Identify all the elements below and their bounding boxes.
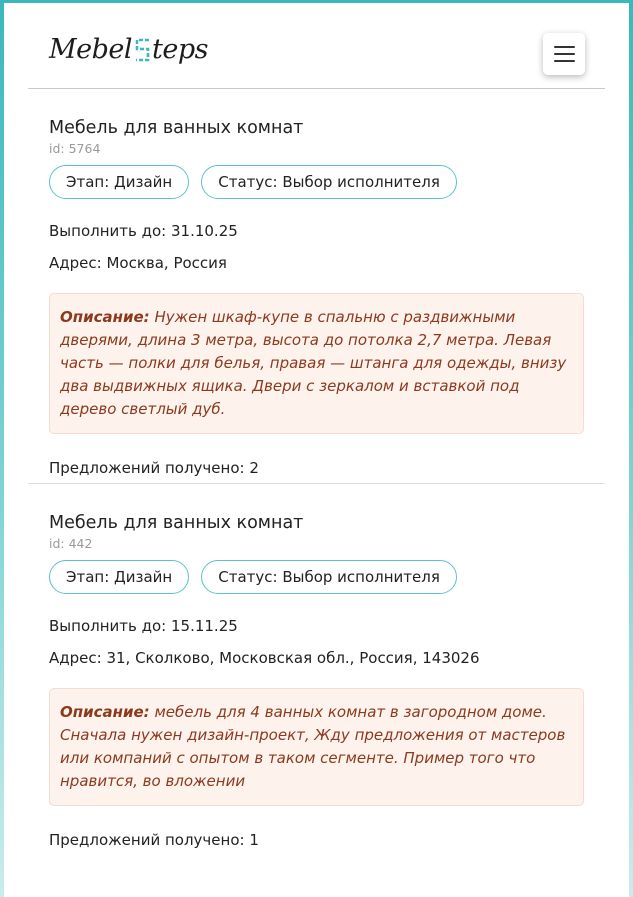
deadline: Выполнить до: 31.10.25: [49, 222, 238, 240]
status-badge: Статус: Выбор исполнителя: [201, 560, 457, 594]
header: [28, 3, 605, 89]
logo-text-left: Mebel: [49, 34, 133, 65]
description-box: [49, 293, 584, 434]
description-label: Описание:: [60, 308, 150, 326]
order-id: id: 442: [49, 536, 93, 551]
logo[interactable]: [49, 36, 208, 63]
logo-s-icon: [134, 38, 151, 62]
order-id: id: 5764: [49, 141, 101, 156]
order-title[interactable]: Мебель для ванных комнат: [49, 118, 304, 138]
address: Адрес: 31, Сколково, Московская обл., Россия, 143026: [49, 649, 480, 667]
offers-count: Предложений получено: 1: [49, 831, 259, 849]
description-label: Описание:: [60, 703, 150, 721]
hamburger-icon-line: [554, 60, 575, 62]
order-card[interactable]: [49, 116, 584, 478]
deadline: Выполнить до: 15.11.25: [49, 617, 238, 635]
order-title[interactable]: Мебель для ванных комнат: [49, 513, 304, 533]
order-card[interactable]: [49, 511, 584, 850]
stage-badge: Этап: Дизайн: [49, 165, 189, 199]
stage-badge: Этап: Дизайн: [49, 560, 189, 594]
menu-button[interactable]: [543, 33, 585, 75]
address: Адрес: Москва, Россия: [49, 254, 227, 272]
page-frame: [4, 3, 629, 897]
description-text: Нужен шкаф-купе в спальню с раздвижными дверями, длина 3 метра, высота до потолка 2,7 метра. Левая часть — полки для белья, правая — штанга для одежды, внизу два выдвижных ящика. Двери с зеркалом и вставкой под дерево светлый дуб.: [60, 308, 567, 418]
offers-count: Предложений получено: 2: [49, 459, 259, 477]
description-box: [49, 688, 584, 806]
hamburger-icon-line: [554, 53, 575, 55]
logo-text-right: teps: [152, 34, 208, 65]
card-divider: [28, 483, 605, 484]
status-badge: Статус: Выбор исполнителя: [201, 165, 457, 199]
description-text: мебель для 4 ванных комнат в загородном доме. Сначала нужен дизайн-проект, Жду предложения от мастеров или компаний с опытом в таком сегменте. Пример того что нравится, во вложении: [60, 703, 566, 790]
hamburger-icon-line: [554, 46, 575, 48]
